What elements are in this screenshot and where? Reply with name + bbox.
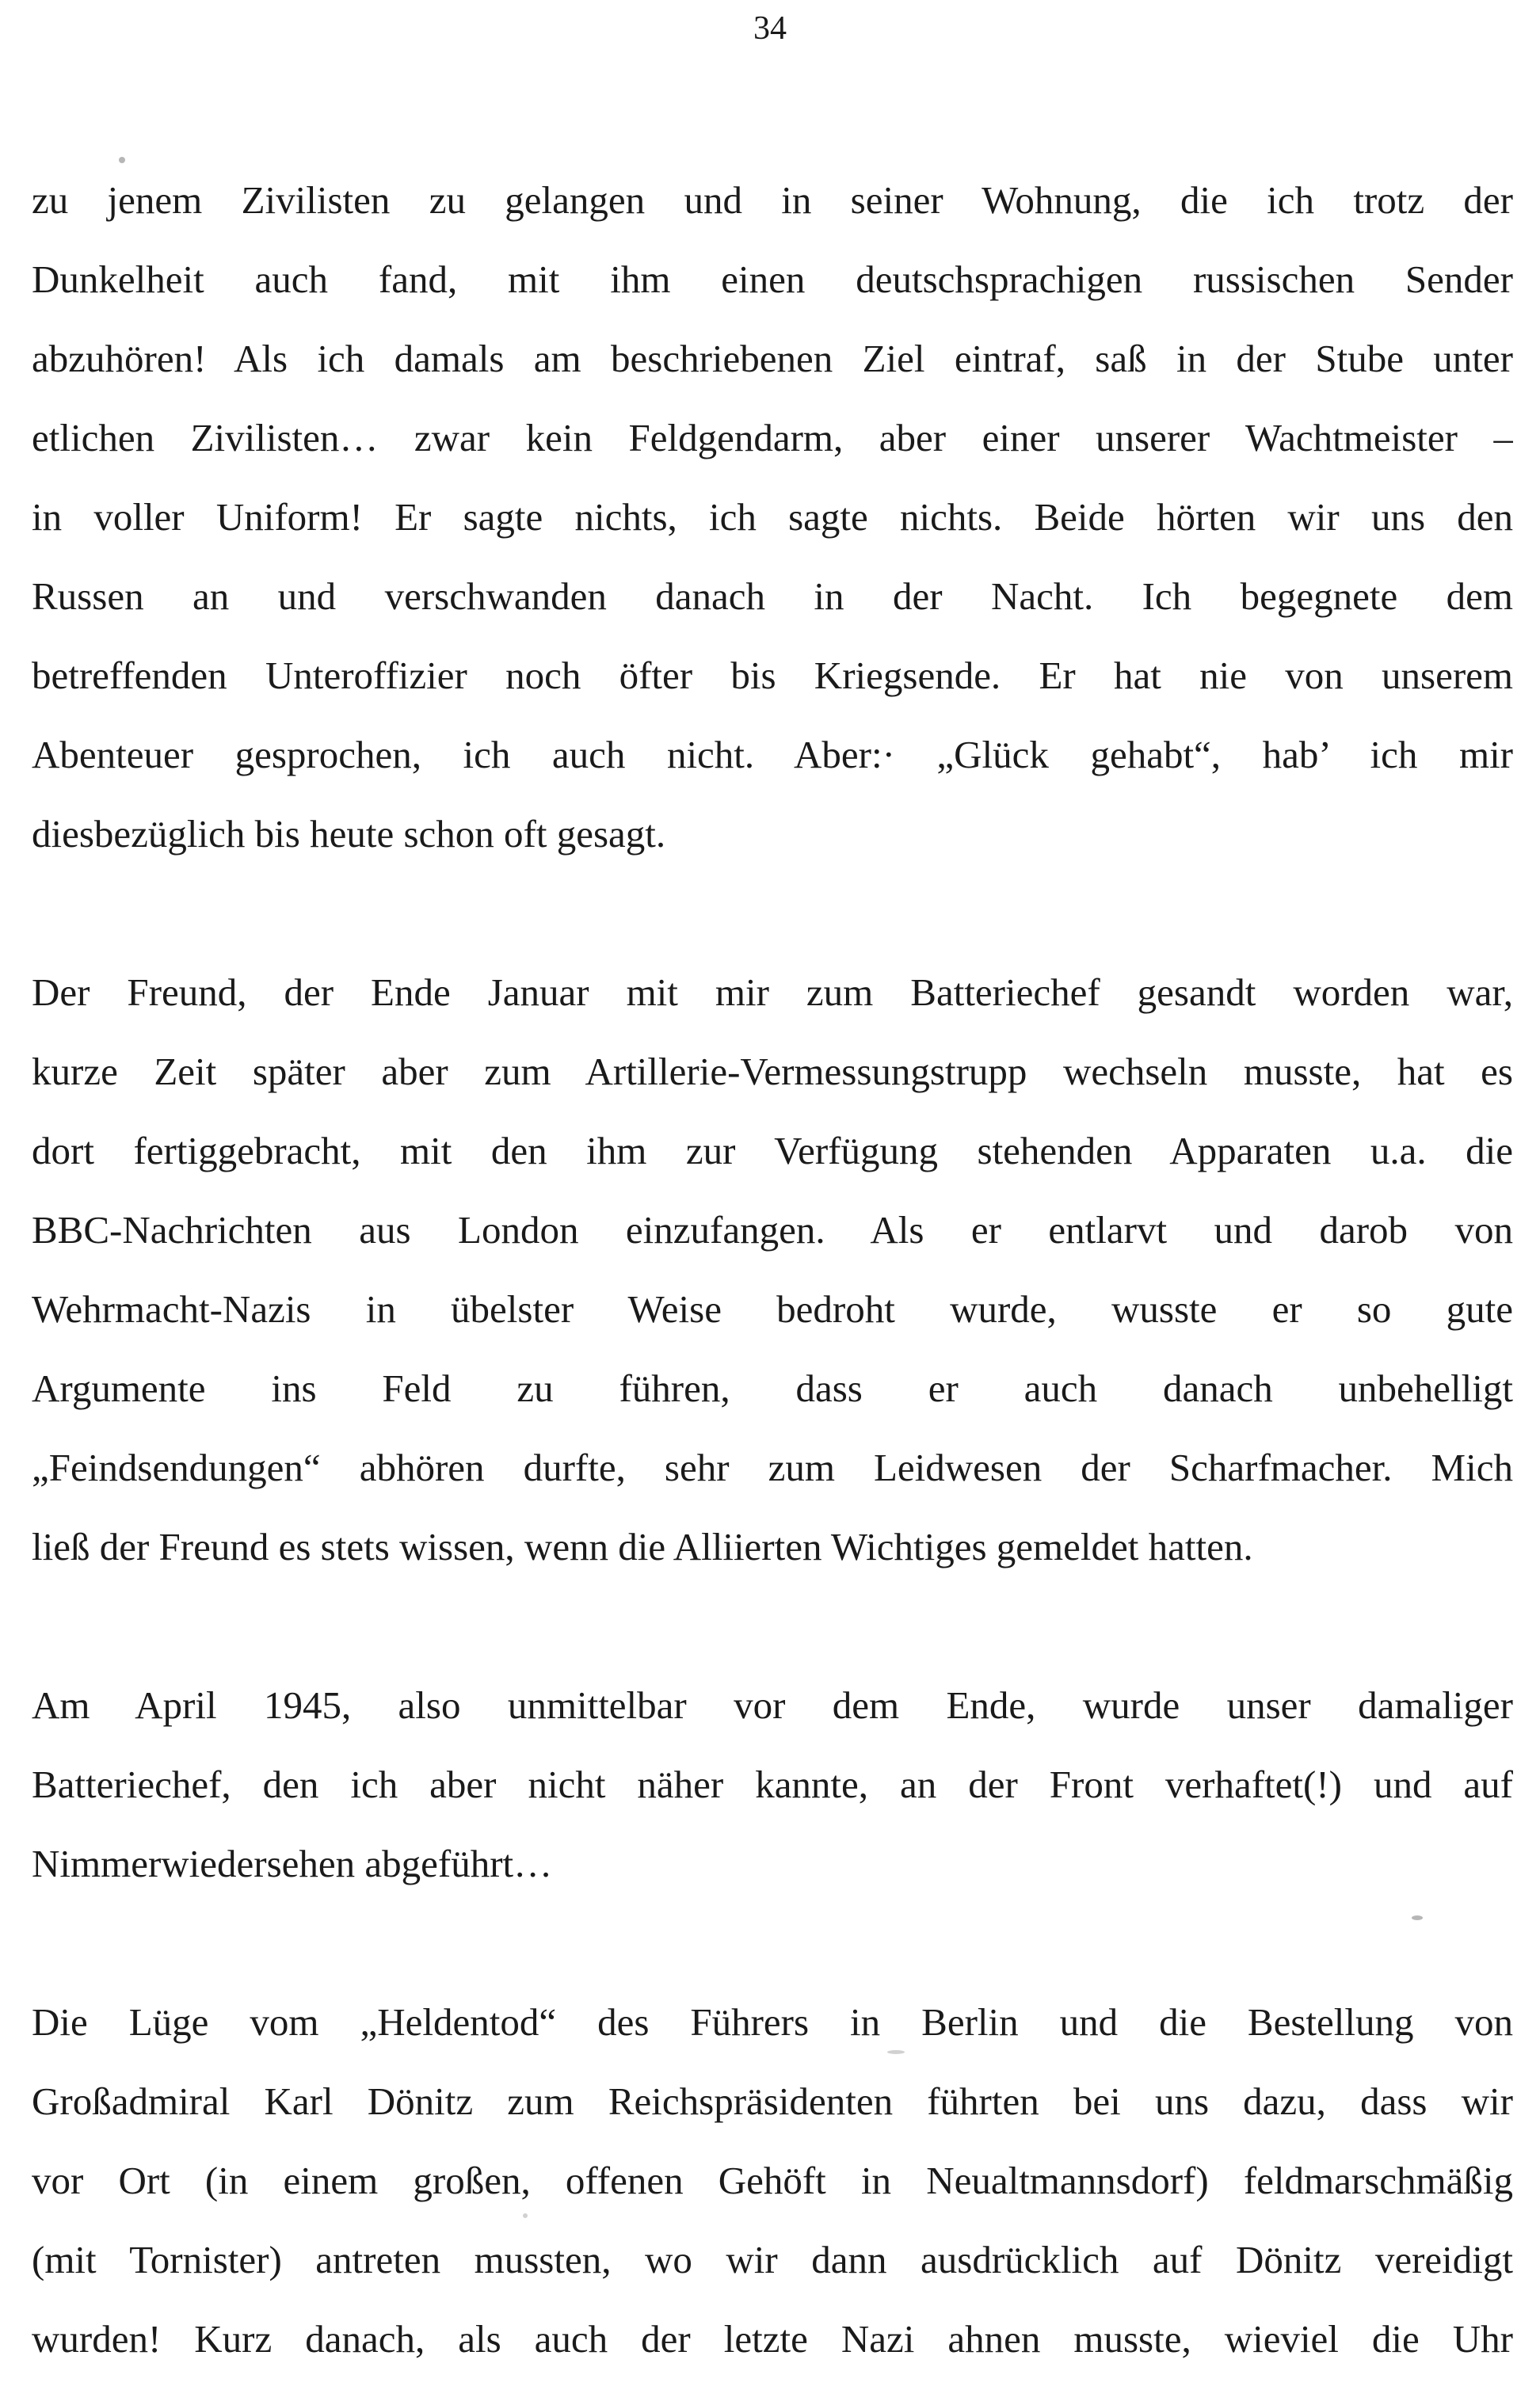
scan-speck — [523, 2213, 528, 2218]
text-line: „Feindsendungen“ abhören durfte, sehr zum Leidwesen der Scharfmacher. Mich — [32, 1446, 1513, 1489]
text-line: ließ der Freund es stets wissen, wenn die Alliierten Wichtiges gemeldet hatten. — [32, 1525, 1253, 1568]
text-line: Russen an und verschwanden danach in der Nacht. Ich begegnete dem — [32, 574, 1513, 618]
scan-speck — [119, 157, 125, 163]
paragraph-2 — [32, 953, 1513, 1587]
text-line: Großadmiral Karl Dönitz zum Reichspräsidenten führten bei uns dazu, dass wir — [32, 2079, 1513, 2123]
paragraph-spacer — [32, 1587, 1513, 1666]
text-line: BBC-Nachrichten aus London einzufangen. Als er entlarvt und darob von — [32, 1208, 1513, 1252]
text-line: Am April 1945, also unmittelbar vor dem Ende, wurde unser damaliger — [32, 1683, 1513, 1727]
page-number: 34 — [753, 10, 787, 47]
paragraph-spacer — [32, 1904, 1513, 1983]
paragraph-3 — [32, 1666, 1513, 1904]
text-line: abzuhören! Als ich damals am beschriebenen Ziel eintraf, saß in der Stube unter — [32, 337, 1513, 380]
text-line: wurden! Kurz danach, als auch der letzte Nazi ahnen musste, wieviel die Uhr — [32, 2317, 1513, 2361]
text-line: Der Freund, der Ende Januar mit mir zum Batteriechef gesandt worden war, — [32, 970, 1513, 1014]
text-line: etlichen Zivilisten… zwar kein Feldgendarm, aber einer unserer Wachtmeister – — [32, 416, 1513, 459]
text-line: Abenteuer gesprochen, ich auch nicht. Aber:· „Glück gehabt“, hab’ ich mir — [32, 733, 1513, 776]
text-line: kurze Zeit später aber zum Artillerie-Vermessungstrupp wechseln musste, hat es — [32, 1050, 1513, 1093]
text-line: in voller Uniform! Er sagte nichts, ich sagte nichts. Beide hörten wir uns den — [32, 495, 1513, 539]
text-line: betreffenden Unteroffizier noch öfter bis Kriegsende. Er hat nie von unserem — [32, 654, 1513, 697]
text-line: zu jenem Zivilisten zu gelangen und in seiner Wohnung, die ich trotz der — [32, 178, 1513, 222]
text-line: Batteriechef, den ich aber nicht näher kannte, an der Front verhaftet(!) und auf — [32, 1763, 1513, 1806]
text-line: Argumente ins Feld zu führen, dass er auch danach unbehelligt — [32, 1366, 1513, 1410]
body-text — [32, 161, 1513, 2379]
text-line: Wehrmacht-Nazis in übelster Weise bedroht wurde, wusste er so gute — [32, 1287, 1513, 1331]
text-line: Die Lüge vom „Heldentod“ des Führers in Berlin und die Bestellung von — [32, 2000, 1513, 2044]
text-line: Nimmerwiedersehen abgeführt… — [32, 1842, 553, 1885]
paragraph-1 — [32, 161, 1513, 874]
text-line: Dunkelheit auch fand, mit ihm einen deutschsprachigen russischen Sender — [32, 257, 1513, 301]
text-line: dort fertiggebracht, mit den ihm zur Verfügung stehenden Apparaten u.a. die — [32, 1129, 1513, 1172]
text-line: diesbezüglich bis heute schon oft gesagt. — [32, 812, 666, 856]
paragraph-4 — [32, 1983, 1513, 2379]
scan-speck — [887, 2050, 905, 2054]
scan-speck — [1412, 1915, 1423, 1920]
text-line: (mit Tornister) antreten mussten, wo wir dann ausdrücklich auf Dönitz vereidigt — [32, 2238, 1513, 2281]
text-line: vor Ort (in einem großen, offenen Gehöft in Neualtmannsdorf) feldmarschmäßig — [32, 2159, 1513, 2202]
paragraph-spacer — [32, 874, 1513, 953]
